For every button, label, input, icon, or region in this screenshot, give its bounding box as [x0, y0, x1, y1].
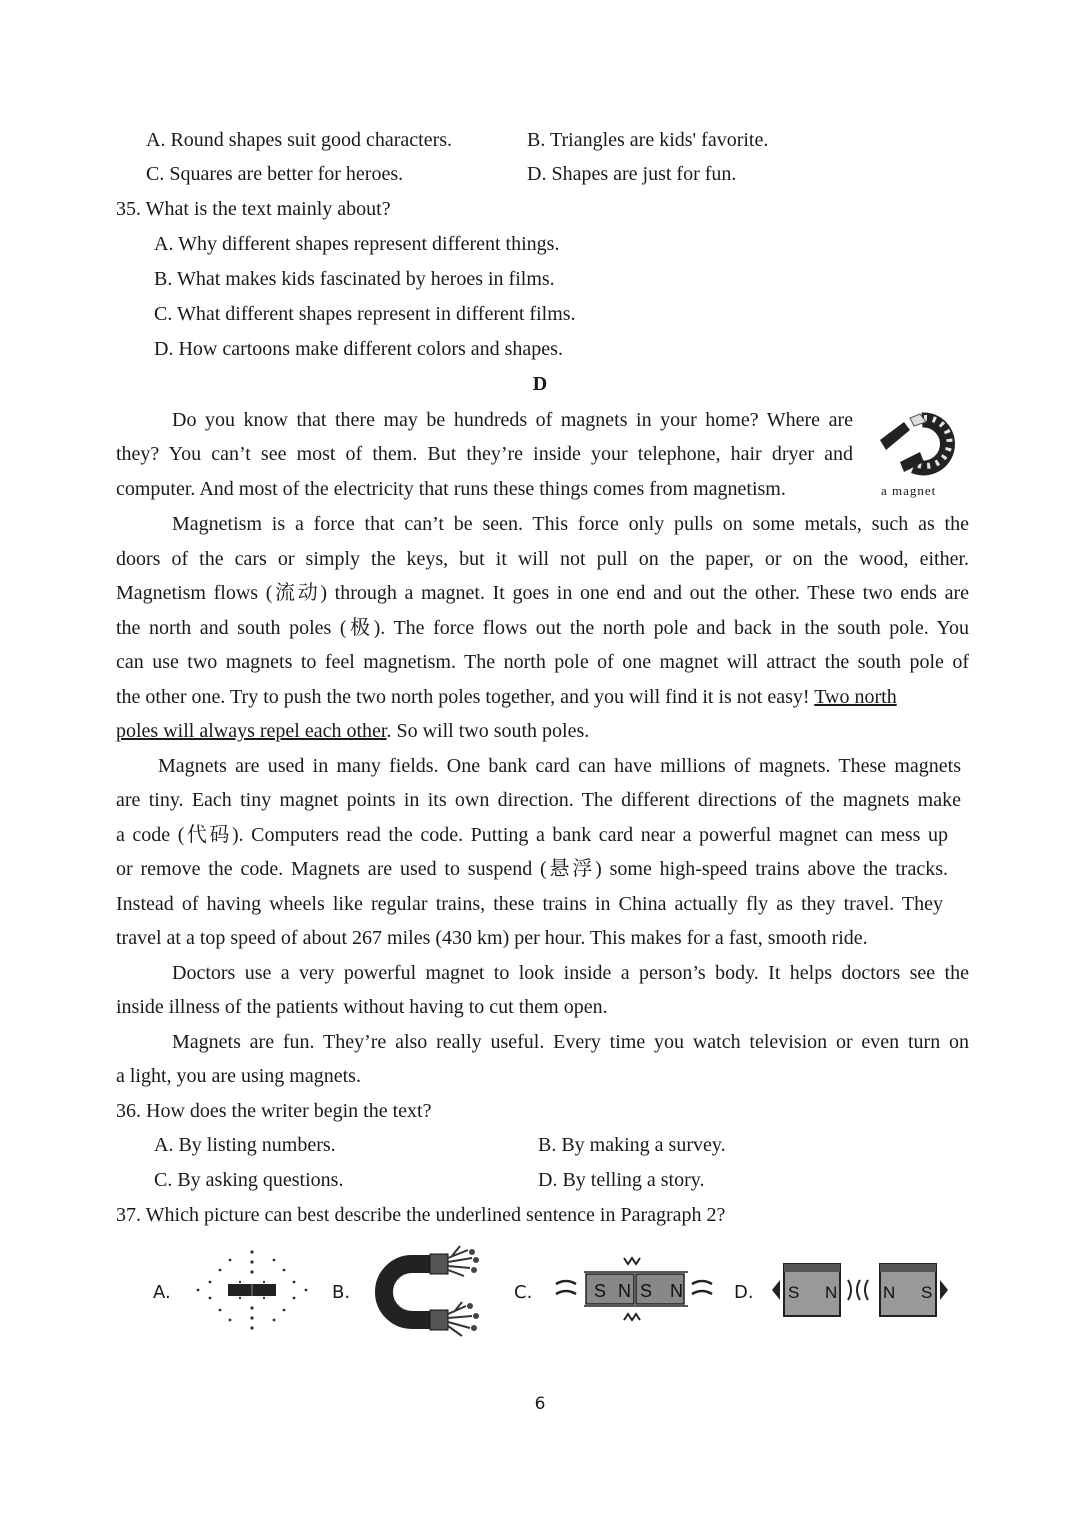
p3-line-3: a code (代码). Computers read the code. Putting a bank card near a powerful magnet can mess up [116, 824, 948, 846]
underlined-sentence-part-1: Two north [814, 686, 897, 708]
p4-line-2: inside illness of the patients without having to cut them open. [116, 996, 608, 1018]
q37-label-c: C. [514, 1282, 533, 1303]
q37-picture-c [548, 1250, 720, 1330]
magnet-caption: a magnet [881, 483, 937, 498]
p2-line-1: Magnetism is a force that can’t be seen. This force only pulls on some metals, such as the [172, 513, 969, 535]
q37-label-b: B. [332, 1282, 351, 1303]
p2-line-5: can use two magnets to feel magnetism. The north pole of one magnet will attract the south pole of [116, 651, 969, 673]
d-pole-1: S [788, 1283, 800, 1302]
p3-line-2: are tiny. Each tiny magnet points in its own direction. The different directions of the magnets make [116, 789, 961, 811]
q37-label-a: A. [153, 1282, 171, 1303]
p4-line-1: Doctors use a very powerful magnet to look inside a person’s body. It helps doctors see the [172, 962, 969, 984]
c-pole-4: N [670, 1281, 683, 1301]
q37-picture-d [770, 1254, 950, 1326]
p2-tail: . So will two south poles. [386, 720, 590, 742]
q35-option-c: C. What different shapes represent in different films. [154, 303, 576, 325]
p1-line-1: Do you know that there may be hundreds of magnets in your home? Where are [172, 409, 853, 431]
q34-option-b: B. Triangles are kids' favorite. [527, 129, 769, 151]
q37-picture-a [190, 1246, 314, 1334]
section-heading: D [532, 373, 548, 395]
q36-stem: 36. How does the writer begin the text? [116, 1100, 432, 1122]
p2-line-3: Magnetism flows (流动) through a magnet. It goes in one end and out the other. These two ends are [116, 582, 969, 604]
p1-line-3: computer. And most of the electricity that runs these things comes from magnetism. [116, 478, 786, 500]
q37-stem: 37. Which picture can best describe the underlined sentence in Paragraph 2? [116, 1204, 726, 1226]
p2-line-7 [116, 719, 589, 743]
p3-line-4: or remove the code. Magnets are used to suspend (悬浮) some high-speed trains above the tracks. [116, 858, 948, 880]
q37-label-d: D. [734, 1282, 754, 1303]
q34-option-a: A. Round shapes suit good characters. [146, 129, 453, 151]
q35-stem: 35. What is the text mainly about? [116, 198, 391, 220]
p2-line-2: doors of the cars or simply the keys, but it will not pull on the paper, or on the wood, either. [116, 548, 969, 570]
p5-line-2: a light, you are using magnets. [116, 1065, 361, 1087]
page-number: 6 [534, 1394, 546, 1414]
q34-option-d: D. Shapes are just for fun. [527, 163, 737, 185]
p1-line-2: they? You can’t see most of them. But they’re inside your telephone, hair dryer and [116, 443, 853, 465]
d-pole-2: N [825, 1283, 838, 1302]
p2-line-4: the north and south poles (极). The force flows out the north pole and back in the south pole. You [116, 617, 969, 639]
d-pole-3: N [883, 1283, 896, 1302]
q35-option-a: A. Why different shapes represent different things. [154, 233, 560, 255]
c-pole-1: S [594, 1281, 607, 1301]
q36-option-c: C. By asking questions. [154, 1169, 344, 1191]
underlined-sentence-part-2: poles will always repel each other [116, 720, 387, 742]
q36-option-b: B. By making a survey. [538, 1134, 726, 1156]
q34-option-c: C. Squares are better for heroes. [146, 163, 404, 185]
q37-picture-b [368, 1244, 500, 1340]
p3-line-6: travel at a top speed of about 267 miles (430 km) per hour. This makes for a fast, smooth ride. [116, 927, 868, 949]
p2-line-6-text: the other one. Try to push the two north poles together, and you will find it is not easy! [116, 686, 810, 708]
p3-line-5: Instead of having wheels like regular trains, these trains in China actually fly as they travel. They [116, 893, 943, 915]
magnet-image [870, 408, 966, 480]
c-pole-2: N [618, 1281, 631, 1301]
q35-option-d: D. How cartoons make different colors and shapes. [154, 338, 563, 360]
c-pole-3: S [640, 1281, 653, 1301]
q35-option-b: B. What makes kids fascinated by heroes in films. [154, 268, 555, 290]
q36-option-a: A. By listing numbers. [154, 1134, 336, 1156]
p3-line-1: Magnets are used in many fields. One bank card can have millions of magnets. These magnets [158, 755, 961, 777]
p2-line-6 [116, 685, 897, 709]
d-pole-4: S [921, 1283, 933, 1302]
p5-line-1: Magnets are fun. They’re also really useful. Every time you watch television or even turn on [172, 1031, 969, 1053]
q36-option-d: D. By telling a story. [538, 1169, 705, 1191]
